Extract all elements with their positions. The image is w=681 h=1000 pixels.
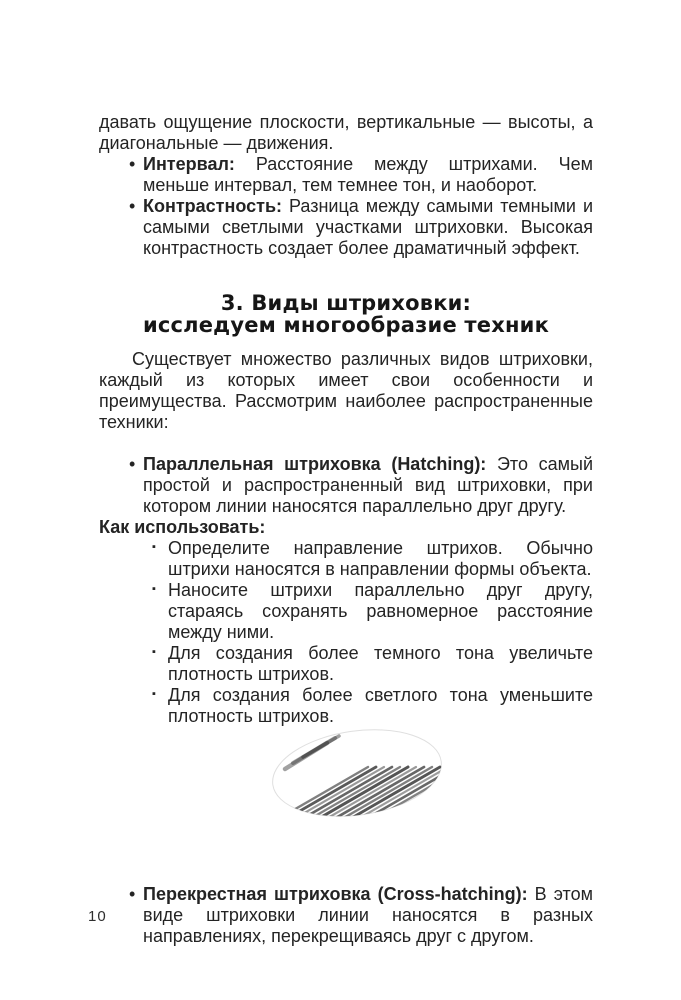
how-to-steps-list — [99, 538, 593, 727]
square-bullet-icon: ▪ — [152, 646, 156, 658]
page-content — [99, 112, 593, 947]
list-item-parallel-hatching — [99, 454, 593, 517]
bullet-icon: • — [129, 154, 136, 174]
section-heading-line1: 3. Виды штриховки: — [220, 291, 472, 315]
step-text: Наносите штрихи параллельно друг другу, стараясь сохранять равномерное расстояние между ними. — [168, 580, 593, 642]
bullet-icon: • — [129, 454, 136, 474]
section-heading-line2: исследуем многообразие техник — [142, 313, 550, 337]
properties-list — [99, 154, 593, 259]
how-to-use-label: Как использовать: — [99, 517, 266, 537]
hatching-sample-illustration — [269, 727, 449, 823]
step-text: Для создания более светлого тона уменьшите плотность штрихов. — [168, 685, 593, 726]
step-item — [99, 685, 593, 727]
list-item-interval — [99, 154, 593, 196]
section-heading — [99, 292, 593, 336]
term-description: Разница между самыми темными и самыми светлыми участками штриховки. Высокая контрастность создает более драматичный эффект. — [143, 196, 593, 258]
step-text: Для создания более темного тона увеличьте плотность штрихов. — [168, 643, 593, 684]
step-item — [99, 538, 593, 580]
square-bullet-icon: ▪ — [152, 583, 156, 595]
section-intro-text: Существует множество различных видов штриховки, каждый из которых имеет свои особенности и преимущества. Рассмотрим наиболее распространенные техники: — [99, 349, 593, 432]
term-description: В этом виде штриховки линии наносятся в разных направлениях, перекрещиваясь друг с другом. — [143, 884, 593, 946]
square-bullet-icon: ▪ — [152, 688, 156, 700]
list-item-cross-hatching — [99, 884, 593, 947]
term-description: Расстояние между штрихами. Чем меньше интервал, тем темнее тон, и наоборот. — [143, 154, 593, 195]
page-number: 10 — [88, 908, 107, 925]
step-item — [99, 643, 593, 685]
intro-continuation-text: давать ощущение плоскости, вертикальные — высоты, а диагональные — движения. — [99, 112, 593, 153]
bullet-icon: • — [129, 196, 136, 216]
step-text: Определите направление штрихов. Обычно штрихи наносятся в направлении формы объекта. — [168, 538, 593, 579]
term-label: Перекрестная штриховка (Cross-hatching): — [143, 884, 528, 904]
term-label: Интервал: — [143, 154, 235, 174]
term-label: Параллельная штриховка (Hatching): — [143, 454, 487, 474]
bullet-icon: • — [129, 884, 136, 904]
list-item-contrast — [99, 196, 593, 259]
square-bullet-icon: ▪ — [152, 541, 156, 553]
step-item — [99, 580, 593, 643]
term-label: Контрастность: — [143, 196, 283, 216]
term-description: Это самый простой и распространенный вид штриховки, при котором линии наносятся параллельно друг другу. — [143, 454, 593, 516]
